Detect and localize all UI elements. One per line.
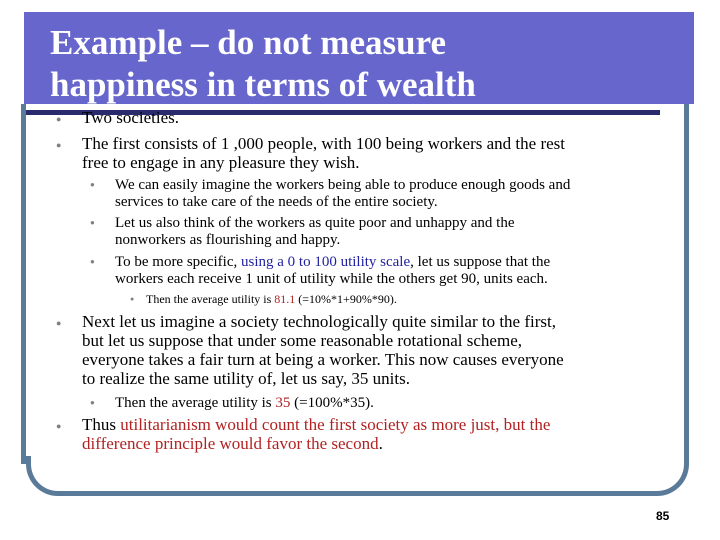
sub-bullet-text (115, 253, 550, 271)
text-run: Thus (82, 415, 121, 434)
highlight-text: 81.1 (274, 292, 296, 306)
bullet-icon: ● (56, 318, 62, 328)
bullet-text: to realize the same utility of, let us say, 35 units. (82, 369, 410, 388)
highlight-text: 35 (275, 395, 291, 411)
slide-title-line2: happiness in terms of wealth (50, 65, 476, 104)
text-run: Then the average utility is (146, 292, 275, 306)
bullet-text: Next let us imagine a society technologically quite similar to the first, (82, 312, 556, 331)
text-run: , let us suppose that the (410, 254, 551, 270)
bullet-text: but let us suppose that under some reasonable rotational scheme, (82, 331, 522, 350)
bullet-text: free to engage in any pleasure they wish. (82, 153, 360, 172)
bullet-text: Two societies. (82, 108, 180, 127)
text-run: . (378, 434, 383, 453)
text-run: (=10%*1+90%*90). (295, 292, 397, 306)
sub-bullet-text: Let us also think of the workers as quite poor and unhappy and the (115, 215, 515, 231)
page-number: 85 (656, 509, 670, 523)
sub-bullet-text: workers each receive 1 unit of utility while the others get 90, units each. (115, 271, 548, 287)
highlight-text: difference principle would favor the second (82, 434, 379, 453)
bullet-icon: ● (56, 140, 62, 150)
bullet-icon: ● (56, 114, 62, 124)
highlight-text: utilitarianism would count the first society as more just, but the (120, 415, 551, 434)
text-run: (=100%*35). (290, 395, 374, 411)
bullet-icon: ● (90, 398, 95, 407)
sub-bullet-text: nonworkers as flourishing and happy. (115, 232, 341, 248)
highlight-text: using a 0 to 100 utility scale (240, 254, 411, 270)
text-run: Then the average utility is (115, 395, 276, 411)
bullet-text: everyone takes a fair turn at being a worker. This now causes everyone (82, 350, 564, 369)
bullet-text (82, 415, 550, 435)
slide-title-line1: Example – do not measure (50, 23, 447, 62)
bullet-icon: ● (90, 257, 95, 266)
bullet-text (82, 434, 383, 454)
bullet-text: The first consists of 1 ,000 people, with 100 being workers and the rest (82, 134, 565, 153)
bullet-icon: ● (130, 295, 135, 303)
sub-sub-bullet-text (146, 292, 397, 306)
sub-bullet-text (115, 394, 374, 412)
sub-bullet-text: services to take care of the needs of the entire society. (115, 194, 438, 210)
bullet-icon: ● (56, 421, 62, 431)
bullet-icon: ● (90, 180, 95, 189)
sub-bullet-text: We can easily imagine the workers being able to produce enough goods and (115, 177, 571, 193)
text-run: To be more specific, (115, 254, 241, 270)
bullet-icon: ● (90, 218, 95, 227)
